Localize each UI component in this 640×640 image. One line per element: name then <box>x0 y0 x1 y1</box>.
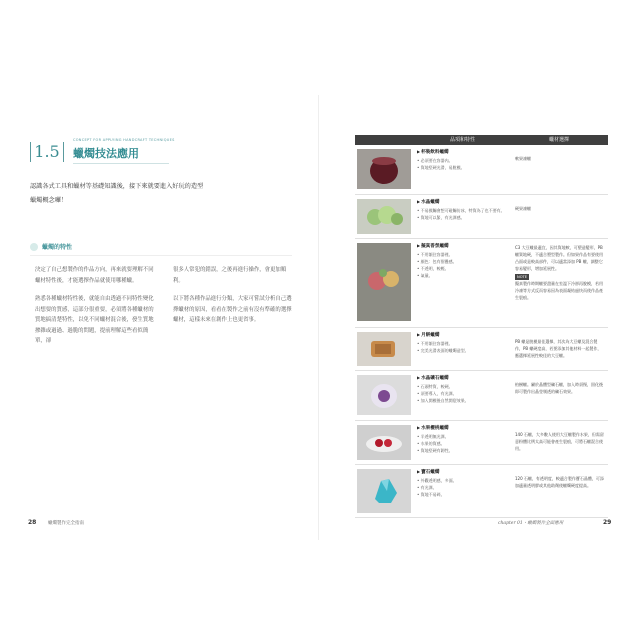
section-rule <box>73 163 169 164</box>
row-name: ▶寶石蠟燭 <box>417 469 440 475</box>
header-items: 品項和特性 <box>449 137 475 143</box>
table-row <box>355 371 608 421</box>
row-features: • 不用額住容器裡。 • 完美光滑表面的蠟燭造型。 <box>417 340 505 354</box>
realistic-candle-photo <box>357 243 411 321</box>
row-name: ▶水果櫻桃蠟燭 <box>417 425 449 431</box>
fruit-candle-photo <box>357 425 411 460</box>
row-selection: 120 石蠟，有透明度，較適合製作寶石晶體，可添加適量透明膠或其他助劑使蠟燭硬度提高。 <box>515 476 604 488</box>
row-name: ▶杯裝飲料蠟燭 <box>417 149 449 155</box>
section-number: 1.5 <box>30 142 64 162</box>
candle-icon <box>30 243 38 251</box>
table-header <box>355 135 608 145</box>
body-paragraph: 熟悉各種蠟材特性後，就能自由透過不同特性變化出想要的質感，這部分很重要，必須將各種蠟材的質地搞清楚特性，以免不同蠟材混合後，發生質地掺雜或過過、過脆的問題，提前理解這些看似簡單，卻 <box>35 296 154 344</box>
row-features: • 半透明無光澤。 • 水果的質感。 • 質地堅硬有韌性。 <box>417 433 505 454</box>
section-english-title: CONCEPT FOR APPLYING HANDCRAFT TECHNIQUES <box>73 138 175 142</box>
row-name: ▶水晶礦石蠟燭 <box>417 375 449 381</box>
row-selection: 140 石蠟，大多數人使用大豆蠟製作水果，但需留意粉體比例太高可能會產生裂痕，可將石蠟混合使用。 <box>515 432 604 451</box>
body-paragraph: 決定了自己想製作的作品方向，再來就要理解不同蠟材特性後，才能選擇作品就使用哪種蠟。 <box>35 267 154 284</box>
row-features: • 必須要在容器內。 • 質地堅硬光滑，易脫模。 <box>417 157 505 171</box>
subsection-rule <box>30 255 292 256</box>
row-selection: C3 大豆蠟最適宜，因其質地軟，可塑造變形，PB 蠟質地硬，不適合塑型製作。但如果作品有要使用凸面或是較高部件，可以適當添加 PB 蠟，調整它容易變形，增加延展性。 NOTE 擬真製作時期蠟要盡量在室溫下冷卻再脫模，若用冷凍等方式反而容易因為表面凝結過快而使作品產生裂痕。 <box>515 245 603 300</box>
running-head-left: 蠟燭製作完全指南 <box>48 521 84 526</box>
gutter <box>318 95 319 540</box>
subsection-heading <box>30 242 72 251</box>
mineral-candle-photo <box>357 375 411 415</box>
row-features: • 不用額住容器裡。 • 顏色：包有摺疊感。 • 不透明，較輕。 • 氣量。 <box>417 251 505 279</box>
body-column-2 <box>173 265 293 334</box>
table-row <box>355 465 608 518</box>
row-name: ▶月餅蠟燭 <box>417 332 440 338</box>
table-row <box>355 421 608 465</box>
intro-line-2: 蠟燭概念囉！ <box>30 197 68 204</box>
table-row <box>355 145 608 195</box>
row-selection: PB 蠟是脫模最佳選擇，其次為大豆蠟及混合製作，PB 蠟硬度高，若要添加其他材料一起製作，應選擇延展性較佳的大豆蠟。 <box>515 339 602 358</box>
table-row <box>355 328 608 371</box>
row-selection: 柏樹蠟。屬於晶體型礦石蠟，加入時須慢，固化後即可製作出晶瑩剔透的礦石效果。 <box>515 382 603 394</box>
book-spread <box>18 95 622 540</box>
body-column-1 <box>35 265 155 355</box>
body-paragraph: 以下將各種作品進行分類，大家可嘗試分析自己選擇蠟材的原因，看看在製作之前有沒有準確的選擇蠟材，這樣未來在創作上也更省事。 <box>173 296 292 323</box>
header-wax: 蠟材選擇 <box>548 137 569 143</box>
table-row <box>355 239 608 328</box>
row-features: • 不易摸觸會想可碰觸仿冰，特質為了也不要有。 • 質地可以緊，有光澤感。 <box>417 207 505 221</box>
body-paragraph: 很多人常犯的錯誤，之後再進行操作，會更加順利。 <box>173 267 287 284</box>
page-number-left: 28 <box>28 519 37 526</box>
section-title: 蠟燭技法應用 <box>73 147 139 160</box>
row-name: ▶水晶蠟燭 <box>417 199 440 205</box>
row-name: ▶擬真香氛蠟燭 <box>417 243 449 249</box>
table-row <box>355 195 608 239</box>
subsection-title: 蠟燭的特性 <box>42 244 73 251</box>
note-badge: NOTE <box>517 275 527 279</box>
drink-candle-photo <box>357 149 411 189</box>
mooncake-candle-photo <box>357 332 411 366</box>
row-features: • 外觀透明感，多面。 • 有光澤。 • 質地不易碎。 <box>417 477 505 498</box>
running-head-right: chapter 01・蠟燭製作全面應用 <box>498 521 564 526</box>
gemstone-candle-photo <box>357 469 411 513</box>
note-text: 擬真製作時期蠟要盡量在室溫下冷卻再脫模，若用冷凍等方式反而容易因為表面凝結過快而使作品產生裂痕。 <box>515 281 603 300</box>
intro-line-1: 認識各式工具和蠟材等基礎知識後，接下來就要進入好玩的造型 <box>30 183 204 190</box>
row-selection: 硬果凍蠟 <box>515 206 531 211</box>
crystal-candle-photo <box>357 199 411 234</box>
row-features: • 石頭特質，較硬。 • 須要導入，有光澤。 • 加入開模後自然開裂效果。 <box>417 383 505 404</box>
page-number-right: 29 <box>603 519 612 526</box>
wax-selection-table <box>355 135 608 518</box>
row-selection: 軟果凍蠟 <box>515 156 531 161</box>
intro-paragraph <box>30 180 250 208</box>
